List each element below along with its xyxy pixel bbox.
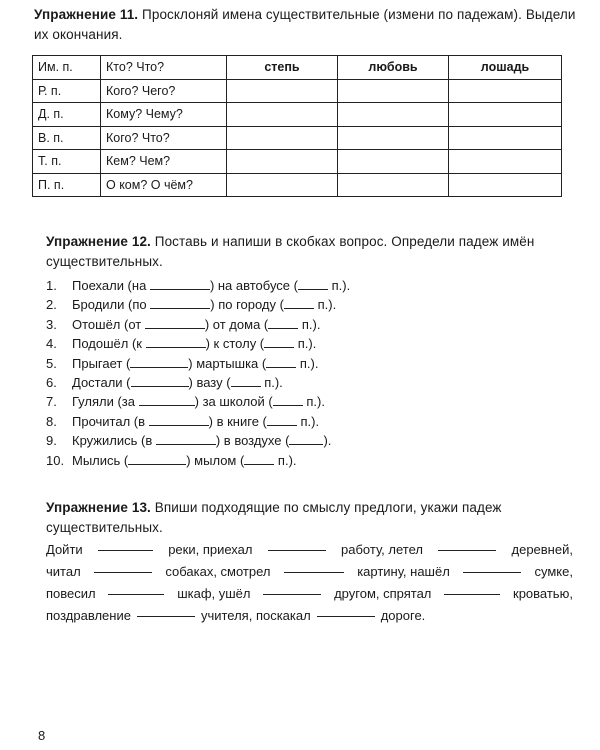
table-header-row: [33, 56, 562, 80]
answer-blank[interactable]: [438, 539, 496, 551]
answer-blank[interactable]: [145, 317, 205, 329]
line-text: картину, нашёл: [357, 564, 450, 579]
answer-blank[interactable]: [139, 394, 195, 406]
answer-cell[interactable]: [338, 103, 449, 127]
noun-header-lyubov: любовь: [338, 56, 449, 80]
answer-blank[interactable]: [298, 278, 328, 290]
answer-blank[interactable]: [128, 453, 186, 465]
exercise-11-text: Просклоняй имена существительные (измени по падежам). Выдели их окончания.: [34, 7, 576, 42]
table-row: [33, 173, 562, 197]
item-text: п.).: [297, 336, 317, 352]
item-text: ) к столу (: [205, 336, 265, 352]
answer-blank[interactable]: [264, 336, 294, 348]
answer-blank[interactable]: [98, 539, 153, 551]
item-number: 3.: [46, 316, 57, 332]
exercise-11-title: [34, 5, 579, 45]
text-line: [46, 605, 573, 627]
question-cell: Кого? Что?: [101, 126, 227, 150]
exercise-12-title: [46, 232, 571, 272]
answer-cell[interactable]: [449, 173, 562, 197]
exercise-12-list: [46, 276, 350, 470]
item-text: ) на автобусе (: [209, 278, 298, 293]
exercise-12-label: Упражнение 12.: [46, 234, 151, 249]
answer-blank[interactable]: [284, 561, 344, 573]
answer-blank[interactable]: [266, 356, 296, 368]
line-text: Дойти: [46, 542, 83, 557]
item-number: 5.: [46, 355, 57, 371]
item-number: 10.: [46, 452, 65, 468]
question-cell: Кем? Чем?: [101, 150, 227, 174]
list-item: [46, 276, 350, 295]
answer-blank[interactable]: [146, 336, 206, 348]
list-item: [46, 392, 350, 411]
answer-cell[interactable]: [227, 79, 338, 103]
line-text: дороге.: [380, 608, 426, 623]
item-text: п.).: [299, 355, 319, 371]
item-text: п.).: [306, 394, 325, 410]
answer-blank[interactable]: [273, 394, 303, 406]
answer-blank[interactable]: [108, 583, 164, 595]
exercise-11-label: Упражнение 11.: [34, 7, 139, 22]
line-text: повесил: [46, 586, 96, 601]
item-number: 1.: [46, 278, 57, 293]
table-row: [33, 150, 562, 174]
answer-blank[interactable]: [263, 583, 321, 595]
answer-blank[interactable]: [268, 539, 326, 551]
line-text: собаках, смотрел: [165, 564, 271, 579]
answer-blank[interactable]: [156, 433, 216, 445]
answer-cell[interactable]: [449, 79, 562, 103]
item-text: Подошёл (к: [72, 336, 142, 352]
table-row: [33, 126, 562, 150]
line-text: поздравление: [46, 608, 131, 623]
answer-cell[interactable]: [227, 173, 338, 197]
item-text: п.).: [277, 452, 297, 468]
line-text: реки, приехал: [168, 542, 253, 557]
answer-blank[interactable]: [137, 605, 195, 617]
table-row: [33, 103, 562, 127]
answer-cell[interactable]: [227, 150, 338, 174]
answer-blank[interactable]: [231, 375, 261, 387]
item-text: п.).: [301, 316, 321, 332]
answer-blank[interactable]: [463, 561, 521, 573]
text-line: [46, 561, 573, 583]
item-number: 6.: [46, 374, 57, 390]
item-text: Прочитал (в: [72, 413, 146, 429]
answer-blank[interactable]: [149, 414, 209, 426]
list-item: [46, 354, 350, 373]
item-text: Гуляли (за: [72, 394, 135, 410]
noun-header-step: степь: [227, 56, 338, 80]
item-text: Кружились (в: [72, 433, 153, 449]
answer-blank[interactable]: [444, 583, 500, 595]
item-text: Отошёл (от: [72, 316, 142, 332]
line-text: другом, спрятал: [334, 586, 432, 601]
list-item: [46, 431, 350, 450]
line-text: шкаф, ушёл: [177, 586, 251, 601]
item-text: ) за школой (: [194, 394, 273, 410]
answer-blank[interactable]: [130, 356, 188, 368]
answer-blank[interactable]: [131, 375, 189, 387]
item-text: ) в воздухе (: [215, 433, 290, 449]
answer-cell[interactable]: [449, 103, 562, 127]
item-text: Прыгает (: [72, 355, 131, 371]
answer-cell[interactable]: [338, 150, 449, 174]
case-cell: Р. п.: [33, 79, 101, 103]
answer-blank[interactable]: [150, 297, 210, 309]
line-text: учителя, поскакал: [200, 608, 311, 623]
line-text: кроватью,: [513, 586, 573, 601]
answer-cell[interactable]: [338, 173, 449, 197]
list-item: [46, 315, 350, 334]
answer-blank[interactable]: [94, 561, 152, 573]
list-item: [46, 334, 350, 353]
answer-blank[interactable]: [267, 414, 297, 426]
answer-cell[interactable]: [338, 79, 449, 103]
case-cell: П. п.: [33, 173, 101, 197]
question-cell: Кому? Чему?: [101, 103, 227, 127]
answer-cell[interactable]: [449, 150, 562, 174]
answer-blank[interactable]: [268, 317, 298, 329]
answer-cell[interactable]: [227, 103, 338, 127]
item-text: п.).: [317, 297, 337, 313]
item-text: п.).: [331, 278, 351, 293]
answer-blank[interactable]: [284, 297, 314, 309]
answer-blank[interactable]: [150, 278, 210, 290]
answer-cell[interactable]: [227, 126, 338, 150]
question-cell: Кого? Чего?: [101, 79, 227, 103]
case-cell: Им. п.: [33, 56, 101, 80]
item-number: 2.: [46, 297, 57, 313]
exercise-13-text: Впиши подходящие по смыслу предлоги, укажи падеж существительных.: [46, 500, 502, 535]
case-cell: Т. п.: [33, 150, 101, 174]
item-text: Достали (: [72, 374, 131, 390]
answer-cell[interactable]: [449, 126, 562, 150]
item-text: ) по городу (: [210, 297, 284, 313]
answer-blank[interactable]: [244, 453, 274, 465]
item-number: 9.: [46, 433, 57, 449]
exercise-13-title: [46, 498, 571, 538]
line-text: деревней,: [511, 542, 573, 557]
item-number: 7.: [46, 394, 57, 410]
text-line: [46, 583, 573, 605]
item-text: Поехали (на: [72, 278, 147, 293]
list-item: [46, 373, 350, 392]
item-text: Мылись (: [72, 452, 129, 468]
case-cell: В. п.: [33, 126, 101, 150]
item-text: Бродили (по: [72, 297, 147, 313]
question-cell: Кто? Что?: [101, 56, 227, 80]
item-text: ) вазу (: [188, 374, 231, 390]
item-number: 4.: [46, 336, 57, 352]
item-number: 8.: [46, 413, 57, 429]
answer-blank[interactable]: [289, 433, 323, 445]
list-item: [46, 412, 350, 431]
text-line: [46, 539, 573, 561]
item-text: п.).: [300, 413, 320, 429]
item-text: ) от дома (: [204, 316, 269, 332]
noun-header-loshad: лошадь: [449, 56, 562, 80]
line-text: сумке,: [534, 564, 573, 579]
item-text: п.).: [264, 374, 283, 390]
answer-blank[interactable]: [317, 605, 375, 617]
item-text: ) мартышка (: [188, 355, 267, 371]
item-text: ).: [323, 433, 332, 449]
item-text: ) мылом (: [186, 452, 245, 468]
exercise-12-text: Поставь и напиши в скобках вопрос. Определи падеж имён существительных.: [46, 234, 535, 269]
case-cell: Д. п.: [33, 103, 101, 127]
question-cell: О ком? О чём?: [101, 173, 227, 197]
declension-table: [32, 55, 562, 197]
item-text: ) в книге (: [208, 413, 267, 429]
line-text: работу, летел: [341, 542, 423, 557]
answer-cell[interactable]: [338, 126, 449, 150]
exercise-13-label: Упражнение 13.: [46, 500, 151, 515]
list-item: [46, 295, 350, 314]
list-item: [46, 451, 350, 470]
table-row: [33, 79, 562, 103]
page-number: 8: [38, 728, 46, 743]
exercise-13-text-block: [46, 539, 573, 627]
line-text: читал: [46, 564, 81, 579]
